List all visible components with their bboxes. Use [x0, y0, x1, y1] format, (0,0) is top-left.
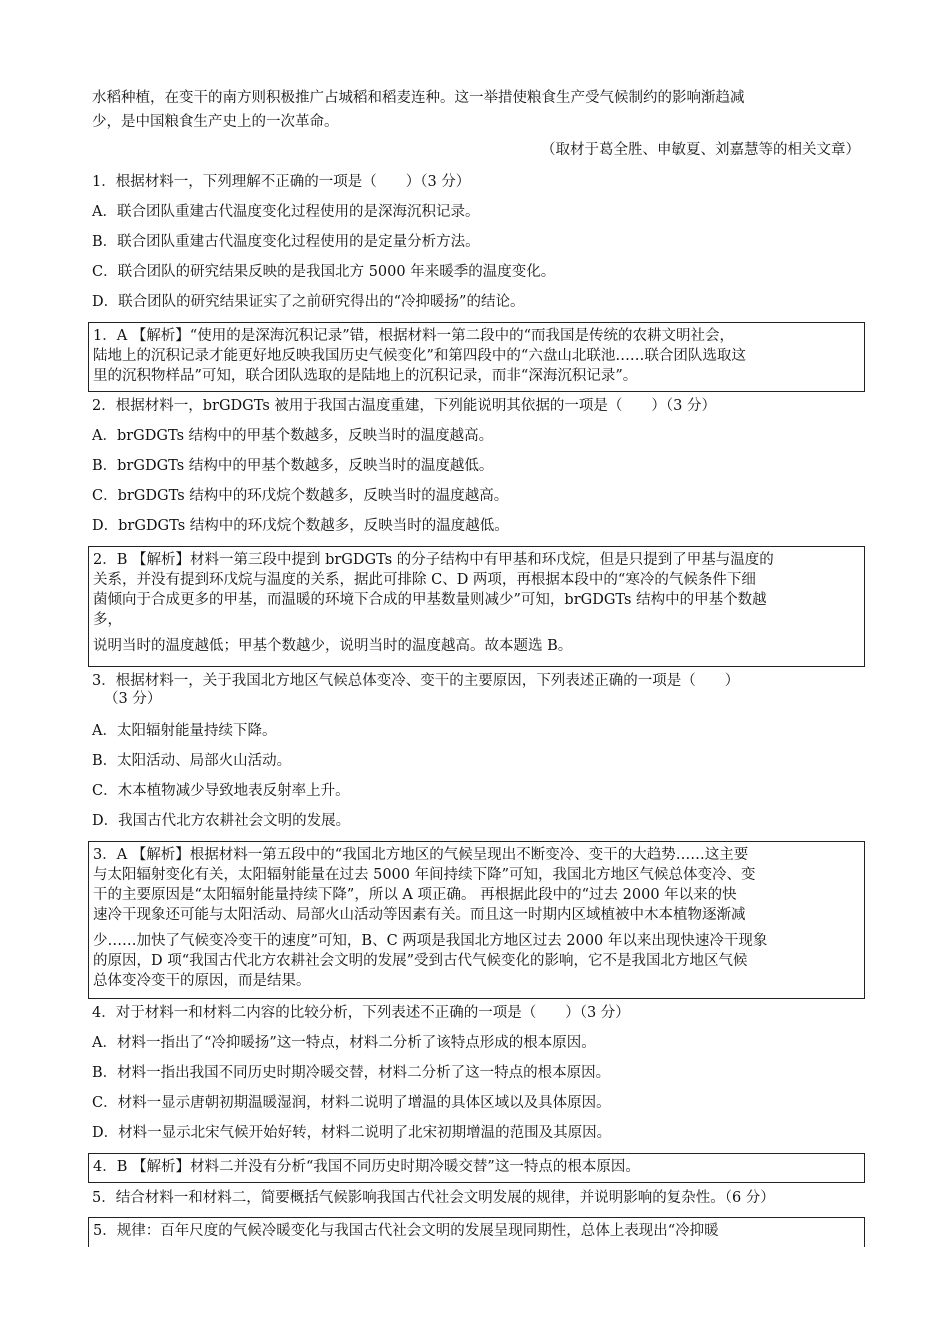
question-4-option-d: D．材料一显示北宋气候开始好转，材料二说明了北宋初期增温的范围及其原因。 — [92, 1125, 612, 1141]
answer-3-text: 3．A 【解析】根据材料一第五段中的“我国北方地区的气候呈现出不断变冷、变干的大趋势……这主要 — [93, 847, 749, 863]
question-4-option-b: B．材料一指出我国不同历史时期冷暖交替，材料二分析了这一特点的根本原因。 — [92, 1065, 611, 1081]
answer-box-5 — [88, 1217, 865, 1247]
question-1-option-d: D．联合团队的研究结果证实了之前研究得出的“冷抑暖扬”的结论。 — [92, 294, 525, 310]
question-4-option-c: C．材料一显示唐朝初期温暖湿润，材料二说明了增温的具体区域以及具体原因。 — [92, 1095, 611, 1111]
answer-2-text: 关系，并没有提到环戊烷与温度的关系，据此可排除 C、D 两项，再根据本段中的“寒冷的气候条件下细 — [93, 572, 756, 588]
question-2-option-d: D．brGDGTs 结构中的环戊烷个数越多，反映当时的温度越低。 — [92, 518, 509, 534]
source-citation: （取材于葛全胜、申敏夏、刘嘉慧等的相关文章） — [541, 142, 860, 158]
question-2-option-c: C．brGDGTs 结构中的环戊烷个数越多，反映当时的温度越高。 — [92, 488, 509, 504]
question-3-option-d: D．我国古代北方农耕社会文明的发展。 — [92, 813, 351, 829]
answer-3-text: 干的主要原因是“太阳辐射能量持续下降”，所以 A 项正确。 再根据此段中的“过去 2000 年以来的快 — [93, 887, 737, 903]
answer-3-text: 与太阳辐射变化有关，太阳辐射能量在过去 5000 年间持续下降”可知，我国北方地区气候总体变冷、变 — [93, 867, 756, 883]
answer-2-text: 多， — [93, 612, 122, 628]
question-1-option-a: A．联合团队重建古代温度变化过程使用的是深海沉积记录。 — [92, 204, 480, 220]
question-5-stem: 5．结合材料一和材料二，简要概括气候影响我国古代社会文明发展的规律，并说明影响的复杂性。（6 分） — [92, 1190, 775, 1206]
question-4-stem: 4．对于材料一和材料二内容的比较分析，下列表述不正确的一项是（ ）（3 分） — [92, 1005, 630, 1021]
answer-2-text: 2．B 【解析】材料一第三段中提到 brGDGTs 的分子结构中有甲基和环戊烷，但是只提到了甲基与温度的 — [93, 552, 774, 568]
intro-text: 少，是中国粮食生产史上的一次革命。 — [92, 114, 339, 130]
question-3-option-c: C．木本植物减少导致地表反射率上升。 — [92, 783, 350, 799]
answer-3-text: 少……加快了气候变冷变干的速度”可知，B、C 两项是我国北方地区过去 2000 年以来出现快速冷干现象 — [93, 933, 768, 949]
answer-2-text: 说明当时的温度越低；甲基个数越少，说明当时的温度越高。故本题选 B。 — [93, 638, 573, 654]
question-3-option-b: B．太阳活动、局部火山活动。 — [92, 753, 292, 769]
answer-1-text: 里的沉积物样品”可知，联合团队选取的是陆地上的沉积记录，而非“深海沉积记录”。 — [93, 368, 638, 384]
answer-4-text: 4．B 【解析】材料二并没有分析“我国不同历史时期冷暖交替”这一特点的根本原因。 — [93, 1159, 640, 1175]
question-1-option-c: C．联合团队的研究结果反映的是我国北方 5000 年来暖季的温度变化。 — [92, 264, 556, 280]
question-3-stem: 3．根据材料一，关于我国北方地区气候总体变冷、变干的主要原因，下列表述正确的一项是（ ） — [92, 673, 740, 689]
answer-1-text: 1．A 【解析】“使用的是深海沉积记录”错，根据材料一第二段中的“而我国是传统的农耕文明社会， — [93, 328, 735, 344]
answer-box-4 — [88, 1153, 865, 1183]
answer-1-text: 陆地上的沉积记录才能更好地反映我国历史气候变化”和第四段中的“六盘山北联池……联合团队选取这 — [93, 348, 746, 364]
answer-box-1 — [88, 322, 865, 392]
answer-box-3 — [88, 841, 865, 999]
question-4-option-a: A．材料一指出了“冷抑暖扬”这一特点，材料二分析了该特点形成的根本原因。 — [92, 1035, 596, 1051]
intro-text: 水稻种植，在变干的南方则积极推广占城稻和稻麦连种。这一举措使粮食生产受气候制约的影响渐趋减 — [92, 90, 745, 106]
question-1-stem: 1．根据材料一，下列理解不正确的一项是（ ）（3 分） — [92, 174, 471, 190]
answer-3-text: 的原因，D 项“我国古代北方农耕社会文明的发展”受到古代气候变化的影响，它不是我国北方地区气候 — [93, 953, 748, 969]
question-1-option-b: B．联合团队重建古代温度变化过程使用的是定量分析方法。 — [92, 234, 480, 250]
answer-3-text: 总体变冷变干的原因，而是结果。 — [93, 973, 311, 989]
answer-5-text: 5．规律：百年尺度的气候冷暖变化与我国古代社会文明的发展呈现同期性，总体上表现出“冷抑暖 — [93, 1223, 719, 1239]
question-3-option-a: A．太阳辐射能量持续下降。 — [92, 723, 277, 739]
question-2-option-a: A．brGDGTs 结构中的甲基个数越多，反映当时的温度越高。 — [92, 428, 494, 444]
question-2-option-b: B．brGDGTs 结构中的甲基个数越多，反映当时的温度越低。 — [92, 458, 494, 474]
question-3-stem: （3 分） — [104, 691, 162, 707]
answer-3-text: 速冷干现象还可能与太阳活动、局部火山活动等因素有关。而且这一时期内区域植被中木本植物逐渐减 — [93, 907, 746, 923]
answer-2-text: 菌倾向于合成更多的甲基，而温暖的环境下合成的甲基数量则减少”可知，brGDGTs 结构中的甲基个数越 — [93, 592, 767, 608]
answer-box-2 — [88, 546, 865, 667]
question-2-stem: 2．根据材料一，brGDGTs 被用于我国古温度重建，下列能说明其依据的一项是（ ）（3 分） — [92, 398, 716, 414]
